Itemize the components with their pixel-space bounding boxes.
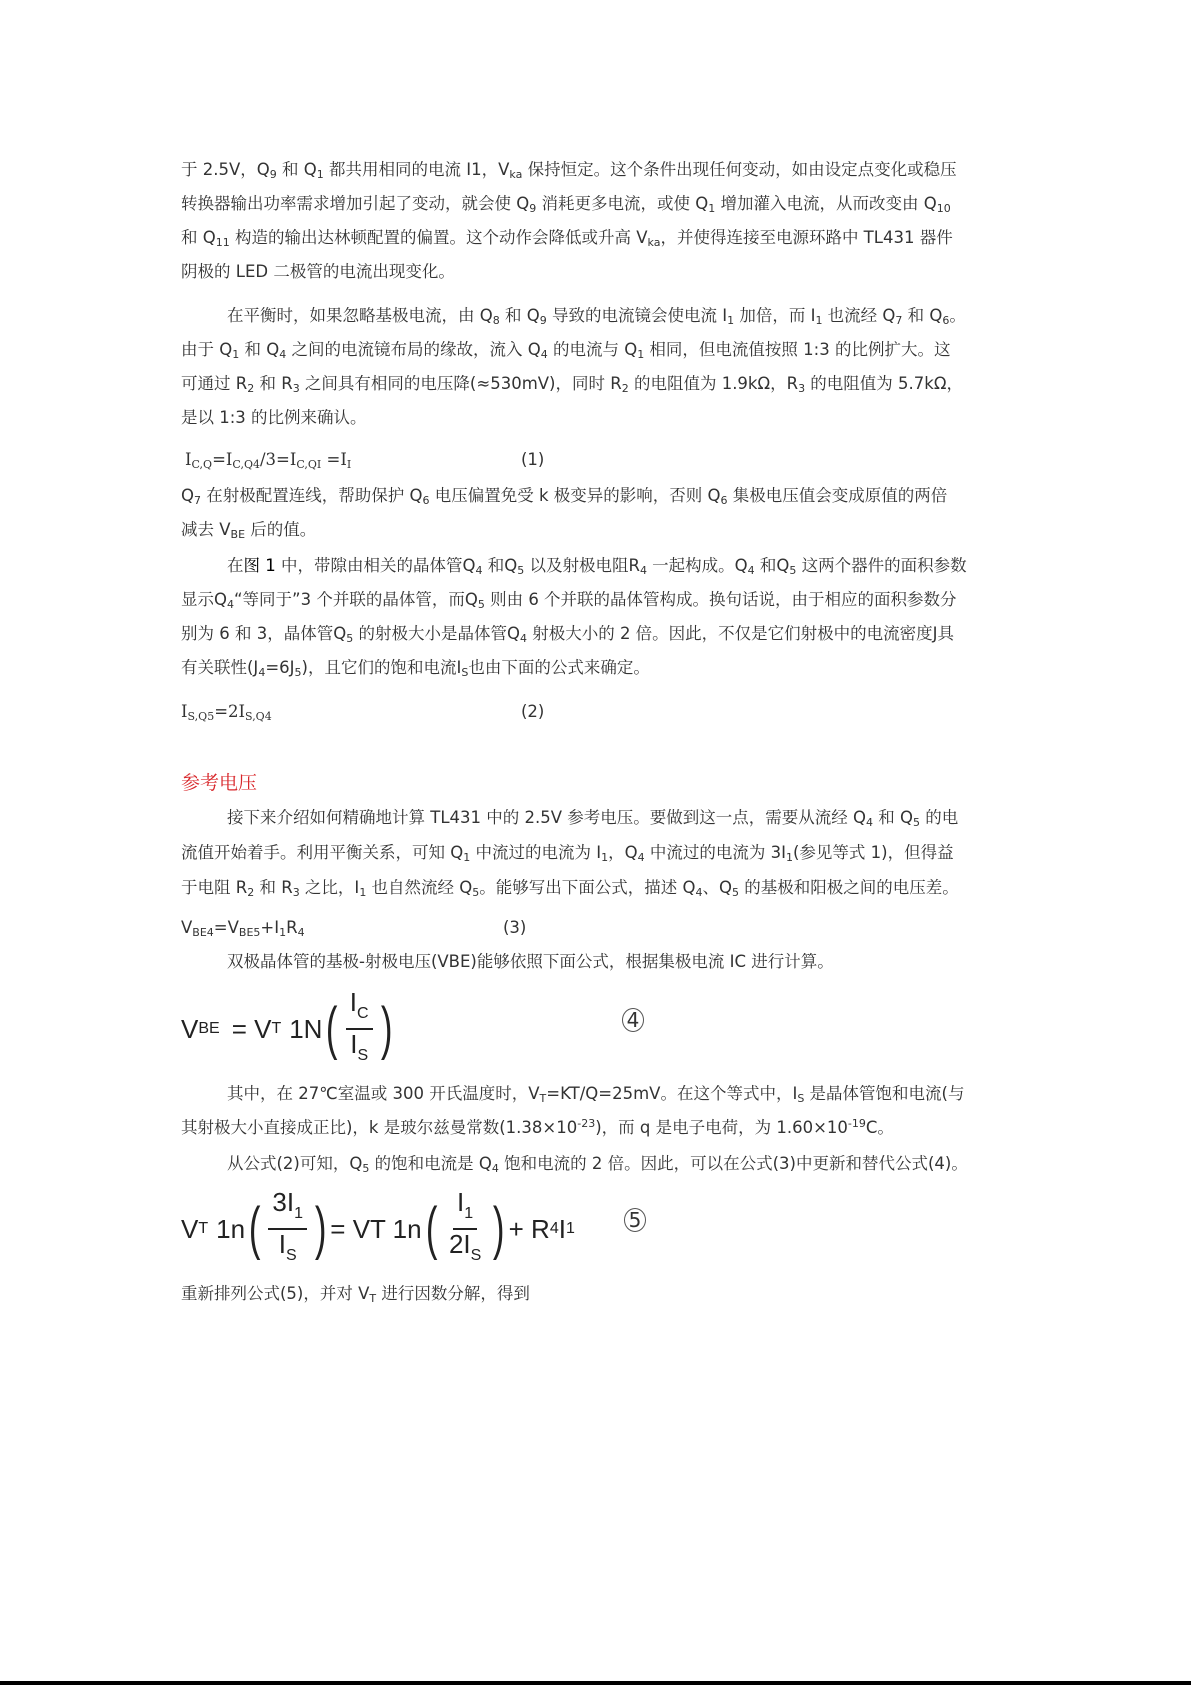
paragraph-9: 重新排列公式(5)，并对 $V_T$ 进行因数分解，得到: [181, 1284, 530, 1305]
figure-1-reference: 图 1: [243, 556, 276, 575]
paragraph-4-line-3: 别为 6 和 3，晶体管$Q_5$ 的射极大小是晶体管$Q_4$ 射极大小的 2 倍。因此，不仅是它们射极中的电流密度J具: [181, 624, 955, 645]
paragraph-2-line-3: 可通过 $R_2$ 和 $R_3$ 之间具有相同的电压降(≈530mV)，同时 $R_2$ 的电阻值为 1.9kΩ，$R_3$ 的电阻值为 5.7kΩ，: [181, 374, 963, 395]
paragraph-6: 双极晶体管的基极-射极电压(VBE)能够依照下面公式，根据集极电流 IC 进行计算。: [227, 952, 834, 971]
paragraph-5-line-3: 于电阻 $R_2$ 和 $R_3$ 之比，$I_1$ 也自然流经 $Q_5$。能够写出下面公式，描述 $Q_4$、$Q_5$ 的基极和阳极之间的电压差。: [181, 878, 959, 899]
left-paren-1: (: [248, 1196, 261, 1261]
paragraph-4-line-4: 有关联性$(J_4=6J_5)$，且它们的饱和电流$I_S$也由下面的公式来确定。: [181, 658, 650, 679]
paragraph-7-line-2: 其射极大小直接成正比)，k 是玻尔兹曼常数$(1.38\times 10^{-23})$，而 q 是电子电荷，为 $1.60\times 10^{-19}C$。: [181, 1117, 894, 1137]
paragraph-4-line-2: 显示$Q_4“$等同于”3 个并联的晶体管，而$Q_5$ 则由 6 个并联的晶体管构成。换句话说，由于相应的面积参数分: [181, 590, 957, 611]
equation-2: $I_{S,Q5}=2I_{S,Q4}$: [181, 702, 272, 723]
fraction-ic-over-is: $\frac{I_C}{I_S}$: [346, 988, 373, 1070]
paragraph-5-line-1: 接下来介绍如何精确地计算 TL431 中的 2.5V 参考电压。要做到这一点，需要从流经 $Q_4$ 和 $Q_5$ 的电: [227, 808, 959, 829]
section-heading-reference-voltage: 参考电压: [181, 772, 258, 794]
equation-1-number: (1): [521, 450, 545, 469]
paragraph-1-line-3: 和 $Q_{11}$ 构造的输出达林顿配置的偏置。这个动作会降低或升高 $V_{ka}$，并使得连接至电源环路中 TL431 器件: [181, 228, 953, 249]
paragraph-1-line-2: 转换器输出功率需求增加引起了变动，就会使 $Q_9$ 消耗更多电流，或使 $Q_1$ 增加灌入电流，从而改变由 $Q_{10}$: [181, 194, 951, 215]
paragraph-8: 从公式(2)可知，$Q_5$ 的饱和电流是 $Q_4$ 饱和电流的 2 倍。因此，可以在公式(3)中更新和替代公式(4)。: [227, 1154, 968, 1175]
page-bottom-rule: [0, 1681, 1191, 1685]
right-paren-2: ): [493, 1196, 505, 1261]
equation-4-number: 4: [622, 1008, 644, 1032]
equation-5-formula: V T 1n ( $\frac{3I_1}{I_S}$ ) = VT 1n ( $\frac{I_1}{2I_S}$ ) + R 4 I 1: [181, 1188, 575, 1270]
equation-3: $V_{BE4}=V_{BE5}+I_1R_4$: [181, 918, 305, 939]
equation-4-formula: V BE = V T 1N ( $\frac{I_C}{I_S}$ ): [181, 988, 396, 1070]
paragraph-3-line-2: 减去 $V_{BE}$ 后的值。: [181, 520, 317, 541]
paragraph-1-line-1: 于 2.5V，$Q_9$ 和 $Q_1$ 都共用相同的电流 I1，$V_{ka}$ 保持恒定。这个条件出现任何变动，如由设定点变化或稳压: [181, 160, 957, 181]
paragraph-3-line-1: $Q_7$ 在射极配置连线，帮助保护 $Q_6$ 电压偏置免受 k 极变异的影响，否则 $Q_6$ 集极电压值会变成原值的两倍: [181, 486, 948, 507]
equation-2-number: (2): [521, 702, 545, 721]
paragraph-2-line-2: 由于 $Q_1$ 和 $Q_4$ 之间的电流镜布局的缘故，流入 $Q_4$ 的电流与 $Q_1$ 相同，但电流值按照 1:3 的比例扩大。这: [181, 340, 951, 361]
paragraph-2-line-4: 是以 1:3 的比例来确认。: [181, 408, 367, 427]
paragraph-1-line-4: 阴极的 LED 二极管的电流出现变化。: [181, 262, 455, 281]
left-paren-2: (: [425, 1196, 438, 1261]
left-paren: (: [326, 996, 338, 1061]
paragraph-4-line-1: 在图 1 中，带隙由相关的晶体管$Q_4$ 和$Q_5$ 以及射极电阻$R_4$ 一起构成。$Q_4$ 和$Q_5$ 这两个器件的面积参数: [227, 556, 967, 577]
fraction-3i1-over-is: $\frac{3I_1}{I_S}$: [268, 1188, 307, 1270]
equation-1: $I_{C,Q}=I_{C,Q4}/3=I_{C,QI} =I_I$: [185, 450, 352, 471]
equation-5-number: 5: [624, 1208, 646, 1232]
fraction-i1-over-2is: $\frac{I_1}{2I_S}$: [448, 1187, 482, 1264]
paragraph-2-line-1: 在平衡时，如果忽略基极电流，由 $Q_8$ 和 $Q_9$ 导致的电流镜会使电流 $I_1$ 加倍，而 $I_1$ 也流经 $Q_7$ 和 $Q_6$。: [227, 306, 966, 327]
equation-3-number: (3): [503, 918, 527, 937]
right-paren: ): [380, 996, 393, 1061]
right-paren-1: ): [314, 1196, 327, 1261]
paragraph-5-line-2: 流值开始着手。利用平衡关系，可知 $Q_1$ 中流过的电流为 $I_1$，$Q_4$ 中流过的电流为 $3I_1$(参见等式 1)，但得益: [181, 843, 954, 864]
paragraph-7-line-1: 其中，在 27℃室温或 300 开氏温度时，$V_T=KT/Q=25mV$。在这个等式中，$I_S$ 是晶体管饱和电流(与: [227, 1084, 965, 1105]
